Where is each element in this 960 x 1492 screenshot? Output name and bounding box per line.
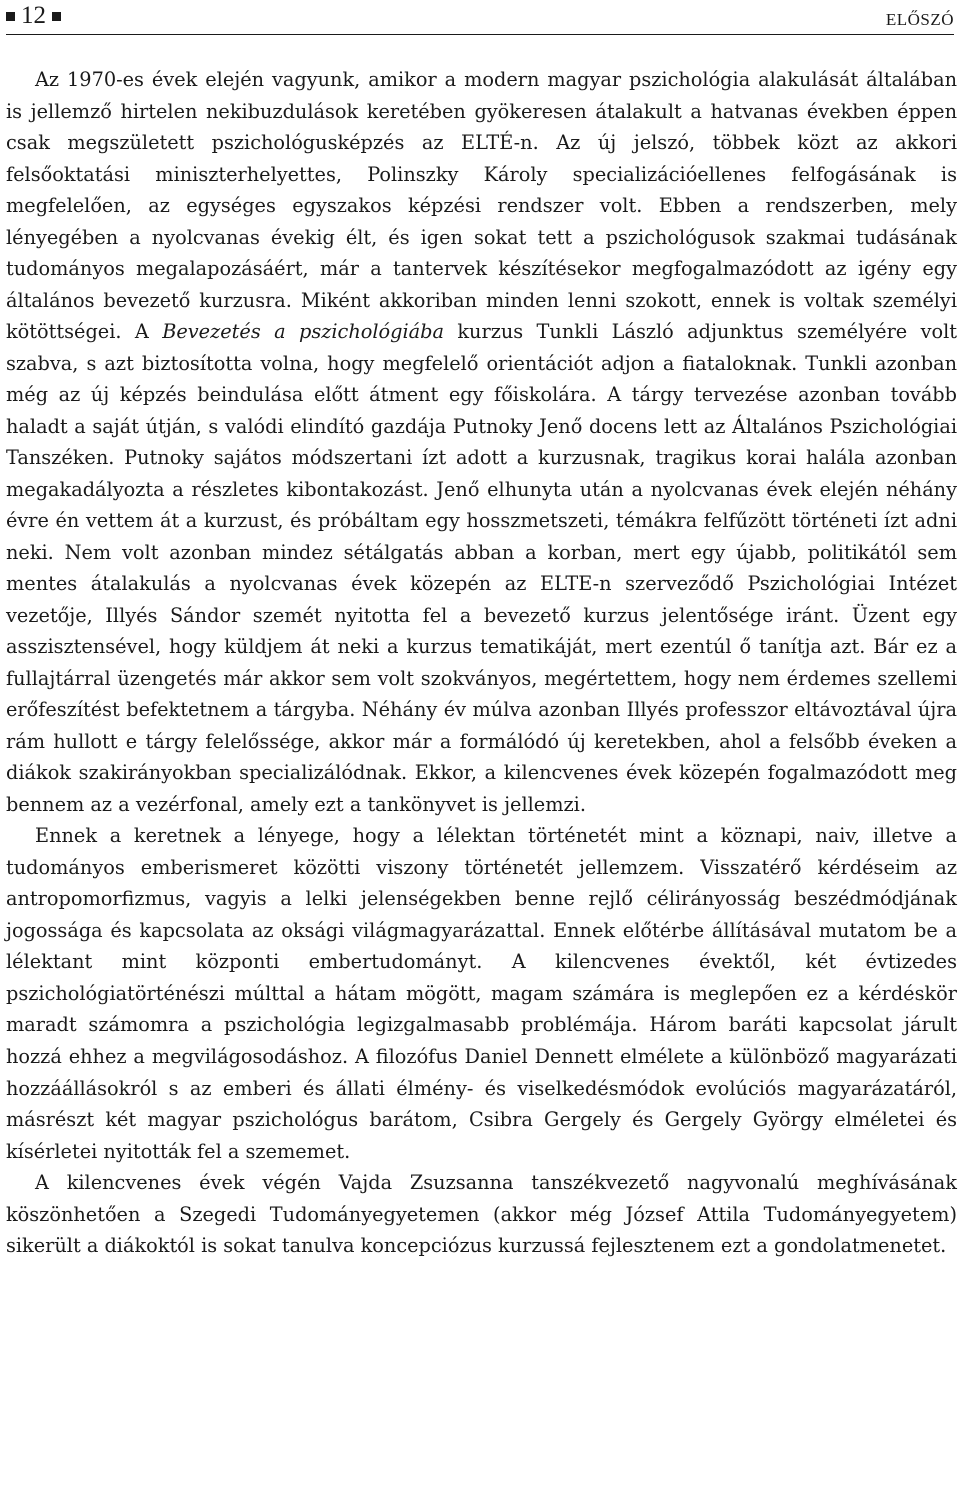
course-title-italic: Bevezetés a pszichológiába	[162, 320, 444, 344]
running-header	[6, 0, 954, 35]
page-number: 12	[21, 2, 46, 29]
paragraph-2: Ennek a keretnek a lényege, hogy a lélektan történetét mint a köznapi, naiv, illetve a tudományos emberismeret közötti viszony történetét jellemzem. Visszatérő kérdéseim az antropomorfizmus, vagyis a lelki jelenségekben benne rejlő célirányosság beszédmódjának jogossága és kapcsolata az oksági világmagyarázattal. Ennek előtérbe állításával mutatom be a lélektant mint központi embertudományt. A kilencvenes évektől, két évtizedes pszichológiatörténészi múlttal a hátam mögött, magam számára is meglepően ez a kérdéskör maradt számomra a pszichológia legizgalmasabb problémája. Három baráti kapcsolat járult hozzá ehhez a megvilágosodáshoz. A filozófus Daniel Dennett elmélete a különböző magyarázati hozzáállásokról s az emberi és állati élmény- és viselkedésmódok evolúciós magyarázatáról, másrészt két magyar pszichológus barátom, Csibra Gergely és Gergely György elméletei és kísérletei nyitották fel a szememet.	[6, 824, 957, 1163]
paragraph-1-text-cont: kurzus Tunkli László adjunktus személyére volt szabva, s azt biztosította volna, hogy megfelelő orientációt adjon a fiataloknak. Tunkli azonban még az új képzés beindulása előtt átment egy főiskolára. A tárgy tervezése azonban tovább haladt a saját útján, s valódi elindító gazdája Putnoky Jenő docens lett az Általános Pszichológiai Tanszéken. Putnoky sajátos módszertani ízt adott a kurzusnak, tragikus korai halála azonban megakadályozta a részletes kibontakozást. Jenő elhunyta után a nyolcvanas évek elején néhány évre én vettem át a kurzust, és próbáltam egy hosszmetszeti, témákra felfűzött történeti ízt adni neki. Nem volt azonban mindez sétálgatás abban a korban, mert egy újabb, politikától sem mentes átalakulás a nyolcvanas évek közepén az ELTE-n szerveződő Pszichológiai Intézet vezetője, Illyés Sándor szemét nyitotta fel a bevezető kurzus jelentősége iránt. Üzent egy asszisztensével, hogy küldjem át neki a kurzus tematikáját, mert ezentúl ő tanítja azt. Bár ez a fullajtárral üzengetés már akkor sem volt szokványos, megértettem, hogy nem érdemes szellemi erőfeszítést befektetnem a tárgyba. Néhány év múlva azonban Illyés professzor eltávoztával újra rám hullott e tárgy felelőssége, akkor már a formálódó új keretekben, ahol a felsőbb éveken a diákok szakirányokban specializálódnak. Ekkor, a kilencvenes évek közepén fogalmazódott meg bennem az a vezérfonal, amely ezt a tankönyvet is jellemzi.	[6, 320, 957, 816]
paragraph-3: A kilencvenes évek végén Vajda Zsuzsanna tanszékvezető nagyvonalú meghívásának köszönhetően a Szegedi Tudományegyetemen (akkor még József Attila Tudományegyetem) sikerült a diákoktól is sokat tanulva koncepciózus kurzussá fejlesztenem ezt a gondolatmenetet.	[6, 1171, 957, 1258]
paragraph-1-text: Az 1970-es évek elején vagyunk, amikor a modern magyar pszichológia alakulását általában is jellemző hirtelen nekibuzdulások keretében gyökeresen átalakult a hatvanas években éppen csak megszületett pszichológusképzés az ELTÉ-n. Az új jelszó, többek közt az akkori felsőoktatási miniszterhelyettes, Polinszky Károly specializációellenes felfogásának is megfelelően, az egységes egyszakos képzési rendszer volt. Ebben a rendszerben, mely lényegében a nyolcvanas évekig élt, és igen sokat tett a pszichológusok szakmai tudásának tudományos megalapozásáért, már a tantervek készítésekor megfogalmazódott az igény egy általános bevezető kurzusra. Miként akkoriban minden lenni szokott, ennek is voltak személyi kötöttségei. A	[6, 68, 957, 344]
body-text	[6, 64, 957, 1262]
page-number-group	[6, 0, 61, 32]
section-title: ELŐSZÓ	[885, 10, 954, 29]
square-bullet-icon	[6, 12, 15, 21]
square-bullet-icon	[52, 12, 61, 21]
paragraph-1	[6, 64, 957, 820]
